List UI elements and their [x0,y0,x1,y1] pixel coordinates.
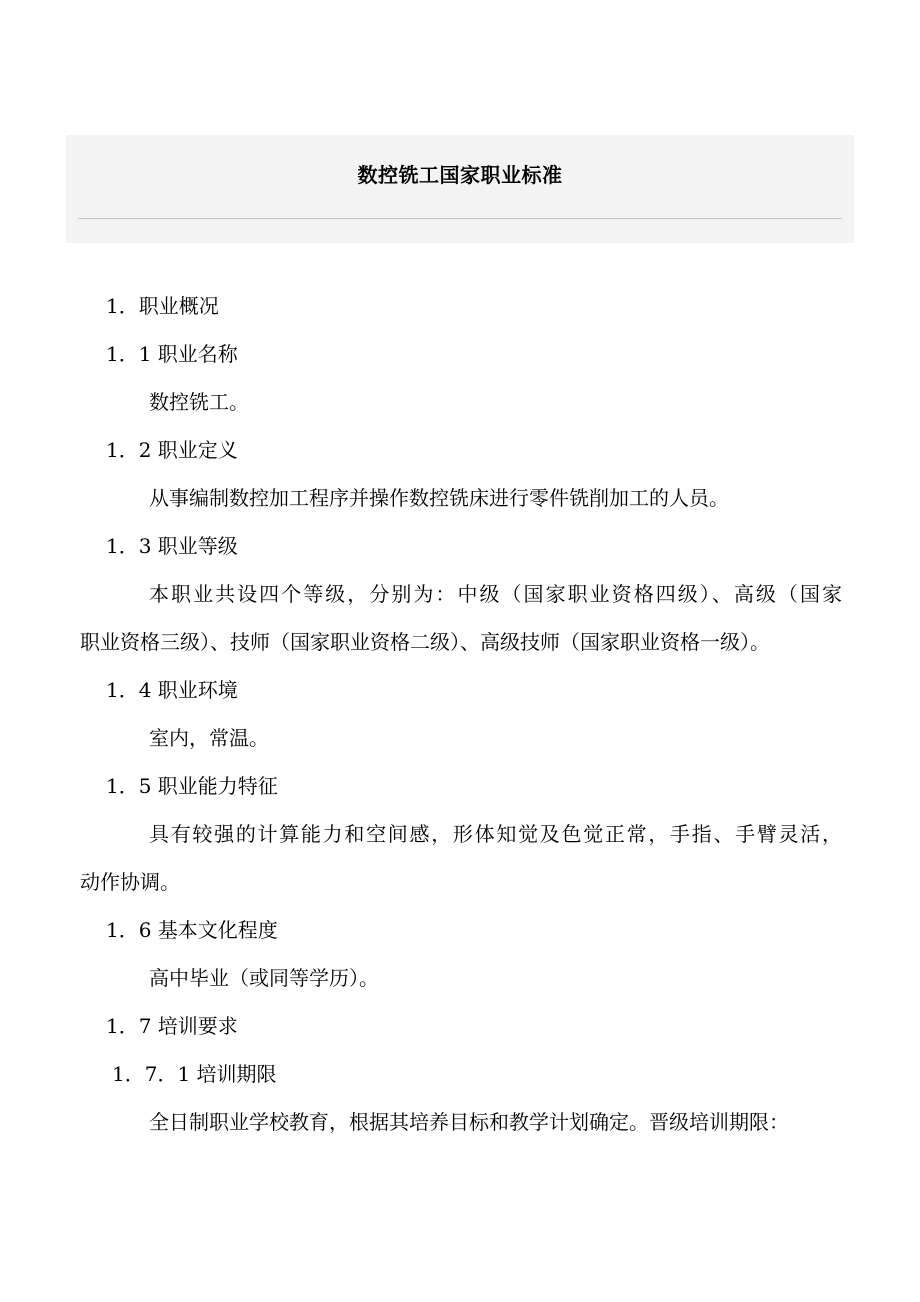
paragraph-1-5-line-1: 具有较强的计算能力和空间感，形体知觉及色觉正常，手指、手臂灵活， [149,822,842,846]
heading-1-5: 1．5 职业能力特征 [106,774,278,798]
paragraph-1-1: 数控铣工。 [149,390,249,414]
heading-1-6: 1．6 基本文化程度 [106,918,278,942]
heading-1-2: 1．2 职业定义 [106,438,238,462]
document-title: 数控铣工国家职业标准 [357,163,563,187]
paragraph-1-7-1: 全日制职业学校教育，根据其培养目标和教学计划确定。晋级培训期限： [149,1110,789,1134]
paragraph-1-4: 室内，常温。 [149,726,269,750]
paragraph-1-3-line-1: 本职业共设四个等级，分别为：中级（国家职业资格四级）、高级（国家 [149,582,842,606]
paragraph-1-5-line-2: 动作协调。 [80,870,180,894]
title-box [66,135,854,243]
paragraph-1-6: 高中毕业（或同等学历）。 [149,966,379,990]
heading-1-7: 1．7 培训要求 [106,1014,238,1038]
paragraph-1-3-line-2: 职业资格三级）、技师（国家职业资格二级）、高级技师（国家职业资格一级）。 [80,630,770,654]
title-divider [78,218,842,219]
paragraph-1-2: 从事编制数控加工程序并操作数控铣床进行零件铣削加工的人员。 [149,486,729,510]
heading-1-3: 1．3 职业等级 [106,534,238,558]
heading-1-1: 1．1 职业名称 [106,342,238,366]
heading-1: 1．职业概况 [106,294,219,318]
heading-1-4: 1．4 职业环境 [106,678,238,702]
heading-1-7-1: 1．7．1 培训期限 [112,1062,277,1086]
